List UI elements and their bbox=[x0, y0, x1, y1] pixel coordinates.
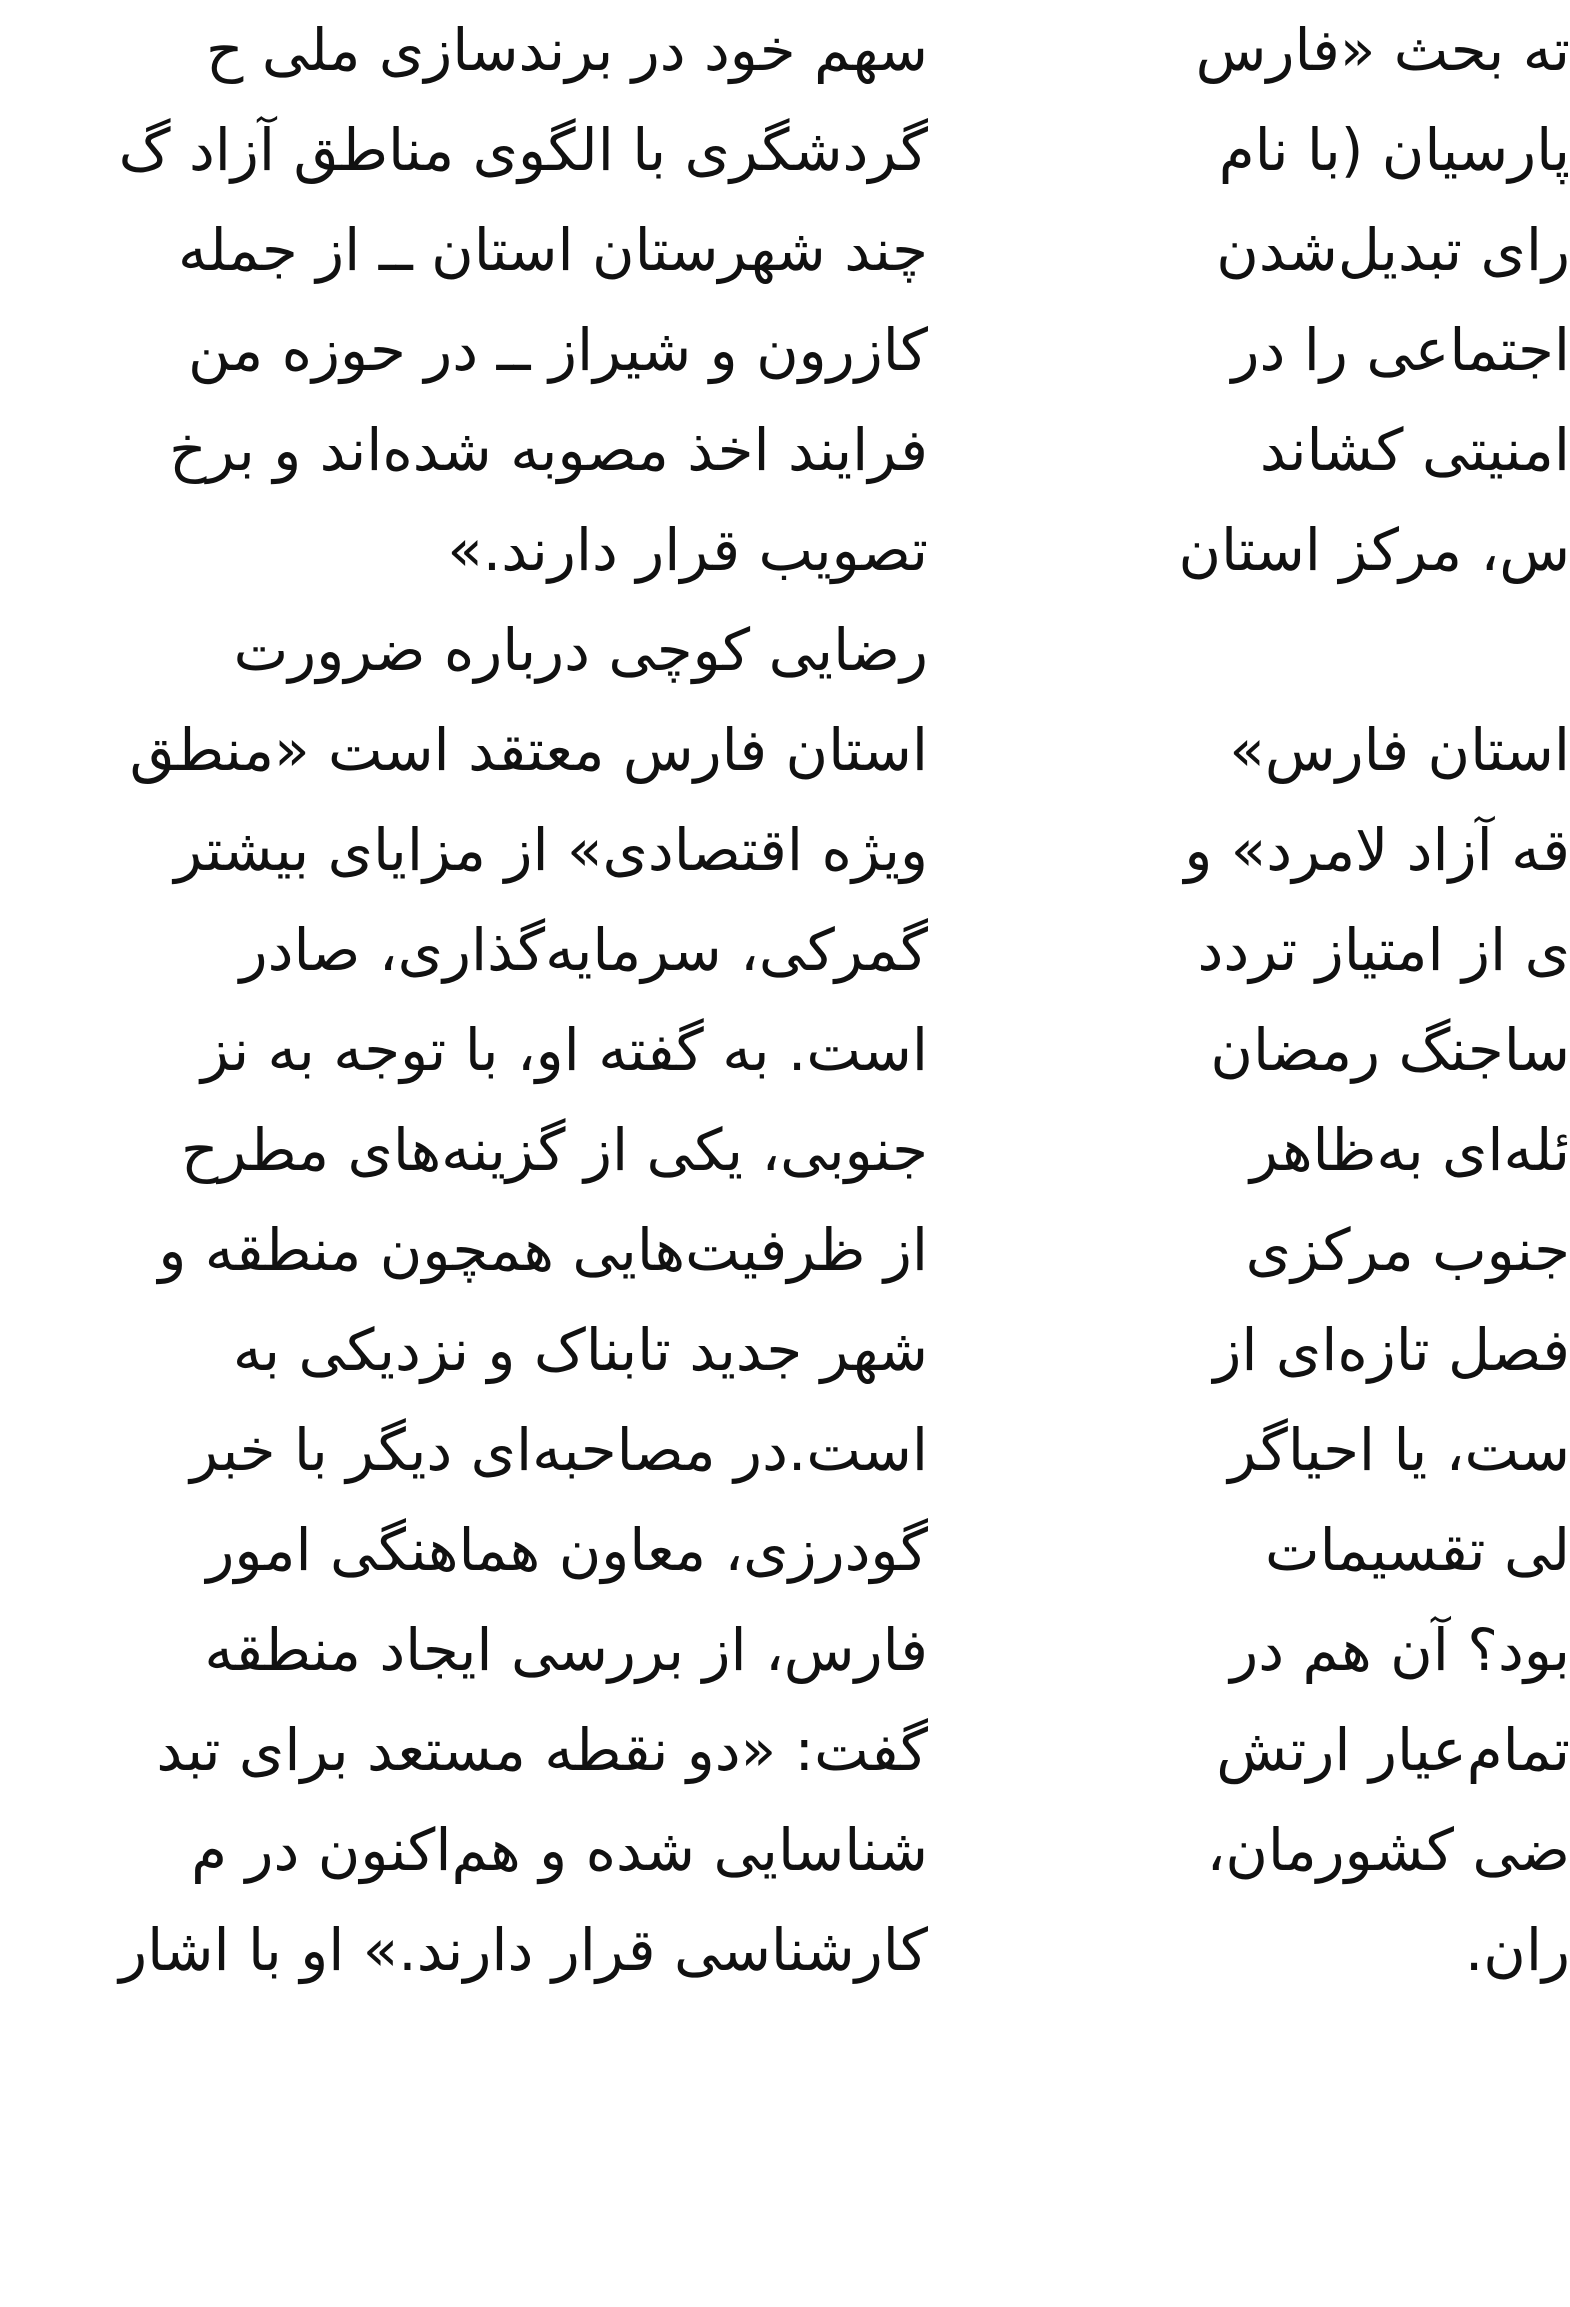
text-line: تصویب قرار دارند.» bbox=[447, 516, 928, 584]
text-line: امنیتی کشاند bbox=[1259, 416, 1570, 484]
text-line: کارشناسی قرار دارند.» او با اشار bbox=[119, 1916, 928, 1984]
text-line: جنوب مرکزی bbox=[1245, 1216, 1570, 1284]
text-line: چند شهرستان استان ــ از جمله bbox=[178, 216, 928, 284]
text-line: گودرزی، معاون هماهنگی امور bbox=[206, 1516, 928, 1584]
text-line: ته بحث «فارس bbox=[1195, 16, 1570, 84]
text-line: رضایی کوچی درباره ضرورت bbox=[233, 616, 928, 684]
text-line: پارسیان (با نام bbox=[1218, 116, 1570, 184]
text-line: گفت: «دو نقطه مستعد برای تبد bbox=[156, 1716, 928, 1784]
text-line: از ظرفیت‌هایی همچون منطقه و bbox=[158, 1216, 928, 1284]
right-text-column bbox=[1090, 0, 1570, 2000]
text-line: استان فارس» bbox=[1229, 716, 1570, 784]
text-line: فارس، از بررسی ایجاد منطقه bbox=[204, 1616, 928, 1684]
text-line: است. به گفته او، با توجه به نز bbox=[200, 1016, 928, 1084]
text-line: استان فارس معتقد است «منطق bbox=[129, 716, 928, 784]
text-line: بود؟ آن هم در bbox=[1230, 1616, 1570, 1684]
text-line: گمرکی، سرمایه‌گذاری، صادر bbox=[239, 916, 928, 984]
text-line: ویژه اقتصادی» از مزایای بیشتر bbox=[174, 816, 928, 884]
text-line: س، مرکز استان bbox=[1178, 516, 1570, 584]
text-line: شهر جدید تابناک و نزدیکی به bbox=[232, 1316, 928, 1384]
text-line: است.در مصاحبه‌ای دیگر با خبر bbox=[190, 1416, 928, 1484]
text-line: ئله‌ای به‌ظاهر bbox=[1249, 1116, 1570, 1184]
text-line: اجتماعی را در bbox=[1231, 316, 1570, 384]
text-line: ی از امتیاز تردد bbox=[1197, 916, 1570, 984]
text-line: فرایند اخذ مصوبه شده‌اند و برخ bbox=[169, 416, 928, 484]
text-line: ساجنگ رمضان bbox=[1210, 1016, 1570, 1084]
text-line: فصل تازه‌ای از bbox=[1213, 1316, 1570, 1384]
text-line: ران. bbox=[1464, 1916, 1570, 1984]
text-line: قه آزاد لامرد» و bbox=[1184, 816, 1570, 884]
text-line: تمام‌عیار ارتش bbox=[1216, 1716, 1570, 1784]
text-line: گردشگری با الگوی مناطق آزاد گ bbox=[118, 116, 928, 184]
text-line: ضی کشورمان، bbox=[1206, 1816, 1570, 1884]
paragraph-break bbox=[1090, 600, 1570, 700]
text-line: سهم خود در برندسازی ملی ح bbox=[205, 16, 928, 84]
text-line: لی تقسیمات bbox=[1265, 1516, 1570, 1584]
text-line: شناسایی شده و هم‌اکنون در م bbox=[191, 1816, 928, 1884]
text-line: رای تبدیل‌شدن bbox=[1216, 216, 1570, 284]
text-line: ست، یا احیاگر bbox=[1228, 1416, 1570, 1484]
text-line: جنوبی، یکی از گزینه‌های مطرح bbox=[180, 1116, 928, 1184]
text-line: کازرون و شیراز ــ در حوزه من bbox=[187, 316, 928, 384]
